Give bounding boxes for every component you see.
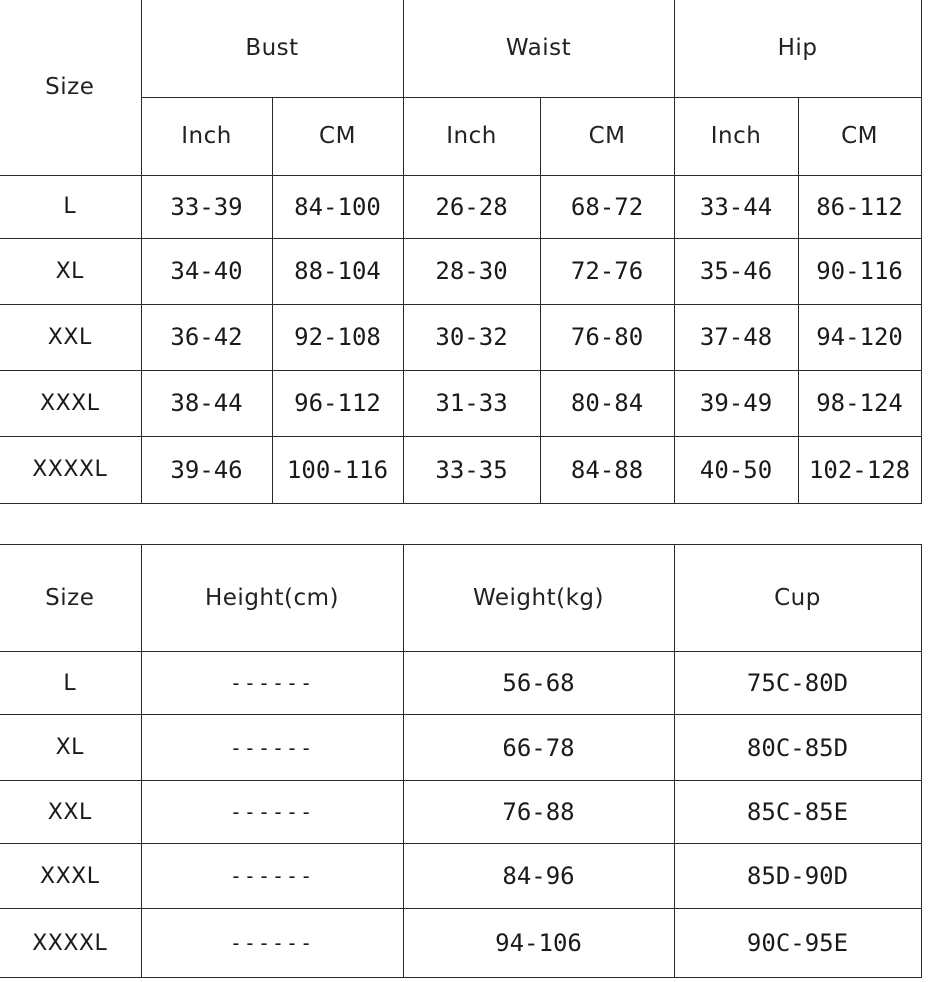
- waist-inch-cell: 30-32: [403, 304, 540, 370]
- table-row: [0, 781, 921, 844]
- weight-cell: 94-106: [403, 909, 674, 978]
- cup-cell: 85D-90D: [674, 844, 921, 909]
- hip-inch-header: Inch: [674, 97, 798, 175]
- hip-cm-cell: 86-112: [798, 175, 921, 238]
- waist-inch-header: Inch: [403, 97, 540, 175]
- hip-inch-cell: 39-49: [674, 370, 798, 436]
- height-header: Height(cm): [141, 545, 403, 652]
- height-cell: ------: [141, 781, 403, 844]
- size-header: Size: [0, 545, 141, 652]
- cup-cell: 80C-85D: [674, 715, 921, 781]
- hip-inch-cell: 35-46: [674, 238, 798, 304]
- waist-cm-cell: 84-88: [540, 436, 674, 503]
- size-header: Size: [0, 0, 141, 175]
- bust-inch-cell: 36-42: [141, 304, 272, 370]
- bust-cm-cell: 92-108: [272, 304, 403, 370]
- table-row: [0, 175, 921, 238]
- waist-cm-header: CM: [540, 97, 674, 175]
- size-cell: XXXXL: [0, 909, 141, 978]
- height-cell: ------: [141, 652, 403, 715]
- table-row: [0, 652, 921, 715]
- table-row: [0, 304, 921, 370]
- height-cell: ------: [141, 715, 403, 781]
- waist-inch-cell: 26-28: [403, 175, 540, 238]
- weight-cell: 66-78: [403, 715, 674, 781]
- bust-inch-cell: 34-40: [141, 238, 272, 304]
- size-cell: XXXL: [0, 844, 141, 909]
- height-cell: ------: [141, 844, 403, 909]
- waist-inch-cell: 31-33: [403, 370, 540, 436]
- fit-size-table: [0, 544, 922, 978]
- size-cell: XL: [0, 238, 141, 304]
- size-cell: L: [0, 175, 141, 238]
- bust-inch-cell: 38-44: [141, 370, 272, 436]
- hip-inch-cell: 40-50: [674, 436, 798, 503]
- weight-header: Weight(kg): [403, 545, 674, 652]
- hip-inch-cell: 33-44: [674, 175, 798, 238]
- bust-header: Bust: [141, 0, 403, 97]
- table-row: [0, 238, 921, 304]
- waist-cm-cell: 76-80: [540, 304, 674, 370]
- bust-cm-header: CM: [272, 97, 403, 175]
- waist-inch-cell: 28-30: [403, 238, 540, 304]
- cup-cell: 75C-80D: [674, 652, 921, 715]
- table-row: [0, 909, 921, 978]
- size-cell: L: [0, 652, 141, 715]
- table-row: [0, 370, 921, 436]
- cup-cell: 85C-85E: [674, 781, 921, 844]
- waist-header: Waist: [403, 0, 674, 97]
- bust-cm-cell: 88-104: [272, 238, 403, 304]
- bust-cm-cell: 84-100: [272, 175, 403, 238]
- hip-cm-header: CM: [798, 97, 921, 175]
- waist-cm-cell: 72-76: [540, 238, 674, 304]
- waist-inch-cell: 33-35: [403, 436, 540, 503]
- size-cell: XXL: [0, 304, 141, 370]
- bust-inch-cell: 39-46: [141, 436, 272, 503]
- cup-header: Cup: [674, 545, 921, 652]
- hip-header: Hip: [674, 0, 921, 97]
- table-row: [0, 844, 921, 909]
- waist-cm-cell: 80-84: [540, 370, 674, 436]
- size-cell: XXXXL: [0, 436, 141, 503]
- bust-inch-cell: 33-39: [141, 175, 272, 238]
- cup-cell: 90C-95E: [674, 909, 921, 978]
- bust-inch-header: Inch: [141, 97, 272, 175]
- size-cell: XXL: [0, 781, 141, 844]
- weight-cell: 84-96: [403, 844, 674, 909]
- hip-cm-cell: 98-124: [798, 370, 921, 436]
- bust-cm-cell: 100-116: [272, 436, 403, 503]
- waist-cm-cell: 68-72: [540, 175, 674, 238]
- hip-cm-cell: 102-128: [798, 436, 921, 503]
- hip-cm-cell: 94-120: [798, 304, 921, 370]
- size-cell: XL: [0, 715, 141, 781]
- hip-cm-cell: 90-116: [798, 238, 921, 304]
- bust-cm-cell: 96-112: [272, 370, 403, 436]
- height-cell: ------: [141, 909, 403, 978]
- size-cell: XXXL: [0, 370, 141, 436]
- table-row: [0, 436, 921, 503]
- weight-cell: 56-68: [403, 652, 674, 715]
- table-row: [0, 715, 921, 781]
- weight-cell: 76-88: [403, 781, 674, 844]
- hip-inch-cell: 37-48: [674, 304, 798, 370]
